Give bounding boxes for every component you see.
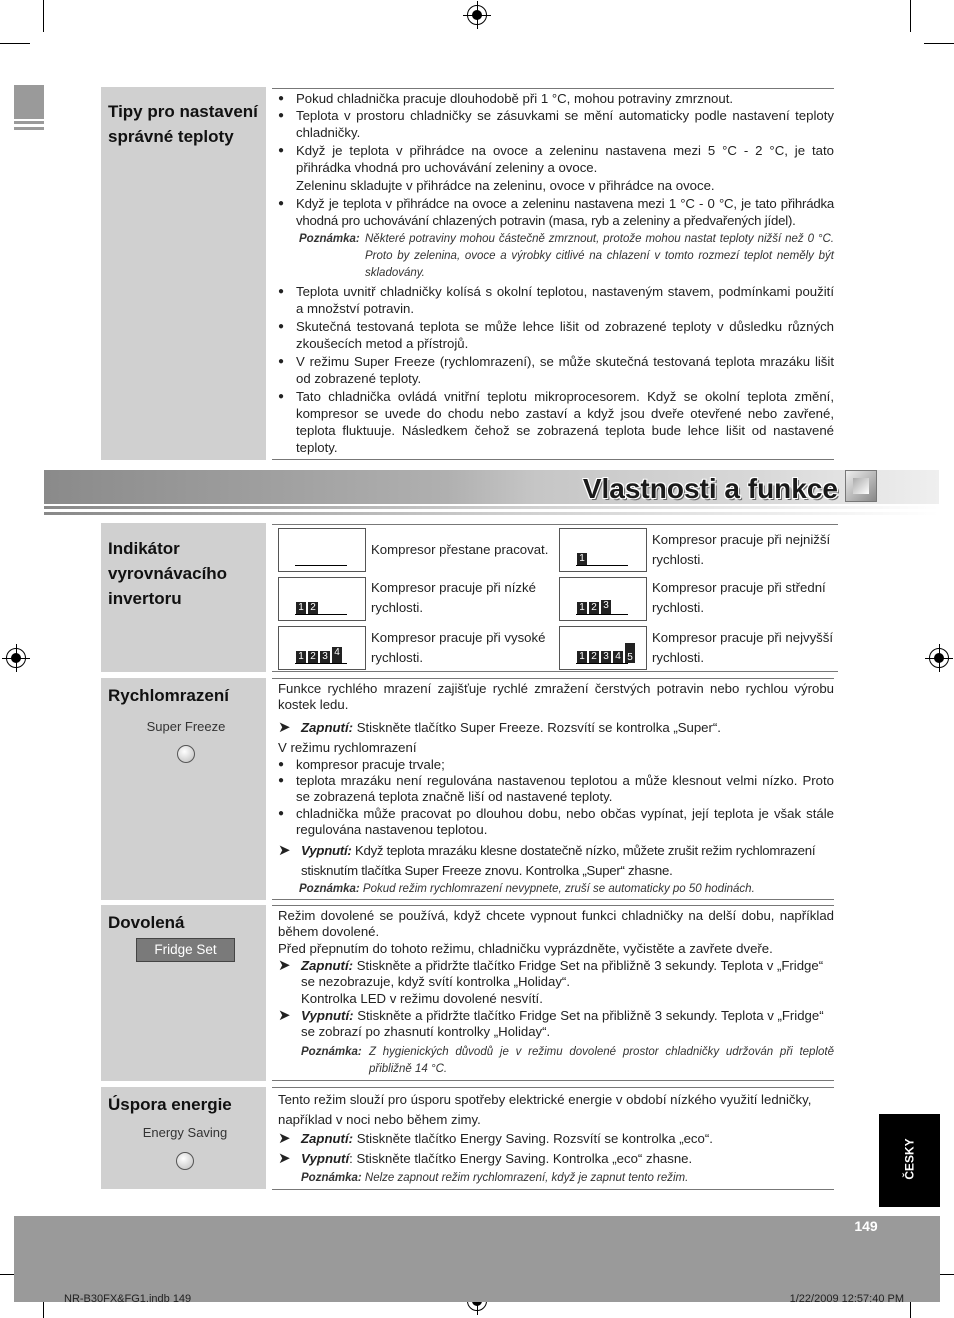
indicator-desc: Kompresor pracuje při nejvyšší rychlosti. bbox=[652, 630, 834, 665]
divider bbox=[272, 905, 834, 906]
energy-saving-button-icon[interactable] bbox=[176, 1152, 194, 1170]
indicator-desc: Kompresor pracuje při vysoké rychlosti. bbox=[371, 630, 546, 665]
tips-label-panel bbox=[101, 87, 266, 460]
indicator-segment: 1 bbox=[577, 602, 587, 614]
indicator-display-level-4 bbox=[278, 626, 366, 670]
divider bbox=[272, 678, 834, 679]
superfreeze-mode-item: ● kompresor pracuje trvale; bbox=[296, 756, 834, 773]
crop-mark bbox=[0, 43, 30, 44]
indicator-desc: Kompresor pracuje při střední rychlosti. bbox=[652, 580, 826, 615]
energy-intro: Tento režim slouží pro úsporu spotřeby elektrické energie v období nízkého využití ledničky, například v noci nebo během zimy. bbox=[278, 1092, 812, 1127]
registration-mark-icon bbox=[467, 5, 487, 25]
tips-bullet: ● Tato chladnička ovládá vnitřní teplotu mikroprocesorem. Když se okolní teplota změní, kompresor se uvede do chodu nebo zastaví a když jsou dveře otevřené nebo zavřené, teplota fluktuuje. Následkem čehož se zobrazená teplota bude lehce lišit od nastavené teploty. bbox=[296, 388, 834, 456]
tips-bullet: ● Když je teplota v přihrádce na ovoce a zeleninu nastavena mezi 1 °C - 0 °C, je tato přihrádka vhodná pro uchovávání chlazených potravin (masa, ryb a zeleniny a předvařených jídel). bbox=[296, 195, 834, 229]
footer-file: NR-B30FX&FG1.indb 149 bbox=[64, 1293, 192, 1305]
crop-mark bbox=[924, 43, 954, 44]
indicator-desc: Kompresor pracuje při nízké rychlosti. bbox=[371, 580, 536, 615]
divider bbox=[272, 459, 834, 460]
indicator-segment: 2 bbox=[589, 602, 599, 614]
indicator-segment: 3 bbox=[601, 651, 611, 663]
corner-block bbox=[14, 85, 44, 119]
language-tab bbox=[879, 1114, 940, 1207]
divider bbox=[272, 88, 834, 89]
superfreeze-on: ➤ Zapnutí: Stiskněte tlačítko Super Freeze. Rozsvítí se kontrolka „Super“. bbox=[301, 719, 834, 736]
tips-note-label: Poznámka: bbox=[299, 233, 360, 245]
corner-stripe bbox=[14, 121, 44, 124]
holiday-on-extra: Kontrolka LED v režimu dovolené nesvítí. bbox=[301, 991, 543, 1006]
superfreeze-intro: Funkce rychlého mrazení zajišťuje rychlé zmražení čerstvých potravin nebo rychlou výrobu kostek ledu. bbox=[278, 681, 834, 712]
holiday-label-panel bbox=[101, 905, 266, 1081]
tips-bullet: ● Teplota v prostoru chladničky se zásuvkami se mění automaticky podle nastavení teploty chladničky. bbox=[296, 107, 834, 141]
corner-stripe bbox=[14, 127, 44, 130]
registration-mark-icon bbox=[6, 648, 26, 668]
superfreeze-mode-head: V režimu rychlomrazení bbox=[278, 740, 417, 755]
indicator-segment: 5 bbox=[625, 643, 635, 663]
indicator-segment: 2 bbox=[589, 651, 599, 663]
indicator-display-level-1 bbox=[559, 528, 647, 572]
holiday-note-label: Poznámka: bbox=[301, 1046, 362, 1058]
holiday-intro: Režim dovolené se používá, když chcete vypnout funkci chladničky na delší dobu, například během dovolené. bbox=[278, 908, 834, 939]
holiday-title: Dovolená bbox=[108, 913, 185, 932]
banner-stripe bbox=[44, 512, 939, 515]
footer-date: 1/22/2009 12:57:40 PM bbox=[789, 1293, 904, 1305]
registration-mark-icon bbox=[929, 648, 949, 668]
divider bbox=[272, 1087, 834, 1088]
energy-title: Úspora energie bbox=[108, 1095, 232, 1114]
indicator-segment: 4 bbox=[332, 647, 342, 663]
indicator-segment: 4 bbox=[613, 651, 623, 663]
indicator-segment: 3 bbox=[320, 651, 330, 663]
indicator-segment: 2 bbox=[308, 651, 318, 663]
tips-bullet: ● Pokud chladnička pracuje dlouhodobě při 1 °C, mohou potraviny zmrznout. bbox=[296, 90, 834, 107]
indicator-display-level-5 bbox=[559, 626, 647, 670]
language-tab-label: ČESKY bbox=[902, 1138, 917, 1180]
superfreeze-caption: Super Freeze bbox=[146, 719, 226, 734]
indicator-segment: 2 bbox=[308, 602, 318, 614]
holiday-intro: Před přepnutím do tohoto režimu, chladničku vyprázdněte, vyčistěte a zavřete dveře. bbox=[278, 941, 773, 956]
tips-note: Některé potraviny mohou částečně zmrznout, protože mohou nastat teploty nižší než 0 °C. Proto by zelenina, ovoce a výrobky citlivé na chlazení v tomto rozmezí teplot neměly být skladovány. bbox=[365, 233, 834, 279]
section-title: Vlastnosti a funkce bbox=[582, 473, 838, 504]
superfreeze-mode-item: ● chladnička může pracovat po dlouhou dobu, nebo občas vypínat, její teplota je však stále regulována nastavenou teplotou. bbox=[296, 806, 834, 838]
divider bbox=[272, 1189, 834, 1190]
tips-bullet: ● V režimu Super Freeze (rychlomrazení), se může skutečná testovaná teplota mrazáku lišit od zobrazené teploty. bbox=[296, 353, 834, 387]
energy-note: Poznámka: Nelze zapnout režim rychlomrazení, když je zapnut tento režim. bbox=[301, 1172, 689, 1184]
tips-bullet: ● Když je teplota v přihrádce na ovoce a zeleninu nastavena mezi 5 °C - 2 °C, je tato přihrádka vhodná pro uchovávání zeleniny a ovoce. bbox=[296, 142, 834, 176]
divider bbox=[272, 899, 834, 900]
footer-band bbox=[14, 1216, 940, 1302]
indicator-segment: 1 bbox=[296, 602, 306, 614]
energy-on: ➤ Zapnutí: Stiskněte tlačítko Energy Saving. Rozsvítí se kontrolka „eco“. bbox=[301, 1130, 834, 1147]
crop-mark bbox=[910, 0, 911, 32]
section-square-icon bbox=[845, 470, 877, 502]
superfreeze-note: Poznámka: Pokud režim rychlomrazení nevypnete, zruší se automaticky po 50 hodinách. bbox=[299, 883, 755, 895]
indicator-display-off bbox=[278, 528, 366, 572]
tips-bullet: ● Teplota uvnitř chladničky kolísá s okolní teplotou, nastaveným stavem, podmínkami použití a množství potravin. bbox=[296, 283, 834, 317]
tips-title: Tipy pro nastavení správné teploty bbox=[108, 102, 258, 146]
energy-label-panel bbox=[101, 1087, 266, 1189]
superfreeze-mode-item: ● teplota mrazáku není regulována nastavenou teplotou a může klesnout velmi nízko. Proto se zobrazená teplota značně liší od nastavené teploty. bbox=[296, 773, 834, 805]
energy-caption: Energy Saving bbox=[142, 1125, 228, 1140]
indicator-segment: 1 bbox=[296, 651, 306, 663]
tips-bullet-cont: Zeleninu skladujte v přihrádce na zeleninu, ovoce v přihrádce na ovoce. bbox=[296, 178, 715, 193]
indicator-desc: Kompresor přestane pracovat. bbox=[371, 542, 549, 557]
crop-mark bbox=[43, 0, 44, 32]
energy-off: ➤ Vypnutí: Stiskněte tlačítko Energy Saving. Kontrolka „eco“ zhasne. bbox=[301, 1150, 834, 1167]
superfreeze-off: ➤ Vypnutí: Když teplota mrazáku klesne dostatečně nízko, můžete zrušit režim rychlomrazení stisknutím tlačítka Super Freeze znovu. Kontrolka „Super“ zhasne. bbox=[301, 841, 834, 881]
indicator-desc: Kompresor pracuje při nejnižší rychlosti. bbox=[652, 532, 831, 567]
divider bbox=[272, 1080, 834, 1081]
indicator-segment: 3 bbox=[601, 600, 611, 614]
tips-bullet: ● Skutečná testovaná teplota se může lehce lišit od zobrazené teploty v důsledku různých zkoušecích metod a přístrojů. bbox=[296, 318, 834, 352]
divider bbox=[272, 524, 838, 525]
superfreeze-label-panel bbox=[101, 678, 266, 900]
page-number: 149 bbox=[854, 1218, 878, 1234]
indicator-segment: 1 bbox=[577, 553, 587, 565]
indicator-label-panel bbox=[101, 523, 266, 672]
holiday-on: ➤ Zapnutí: Stiskněte a přidržte tlačítko Fridge Set na přibližně 3 sekundy. Teplota v „Fridge“ se nezobrazuje, když svítí kontrolka „Holiday“. bbox=[301, 958, 834, 990]
holiday-note: Z hygienických důvodů je v režimu dovolené prostor chladničky udržován při teplotě přibližně 14 °C. bbox=[369, 1046, 834, 1075]
fridge-set-button[interactable]: Fridge Set bbox=[136, 938, 235, 962]
indicator-display-level-3 bbox=[559, 577, 647, 621]
indicator-title: Indikátor vyrovnávacího invertoru bbox=[108, 539, 228, 608]
indicator-segment: 1 bbox=[577, 651, 587, 663]
divider bbox=[272, 671, 838, 672]
superfreeze-title: Rychlomrazení bbox=[108, 686, 229, 705]
holiday-off: ➤ Vypnutí: Stiskněte a přidržte tlačítko Fridge Set na přibližně 3 sekundy. Teplota v „Fridge“ se zobrazí po zhasnutí kontrolky „Holiday“. bbox=[301, 1008, 834, 1040]
superfreeze-button-icon[interactable] bbox=[177, 745, 195, 763]
indicator-display-level-2 bbox=[278, 577, 366, 621]
